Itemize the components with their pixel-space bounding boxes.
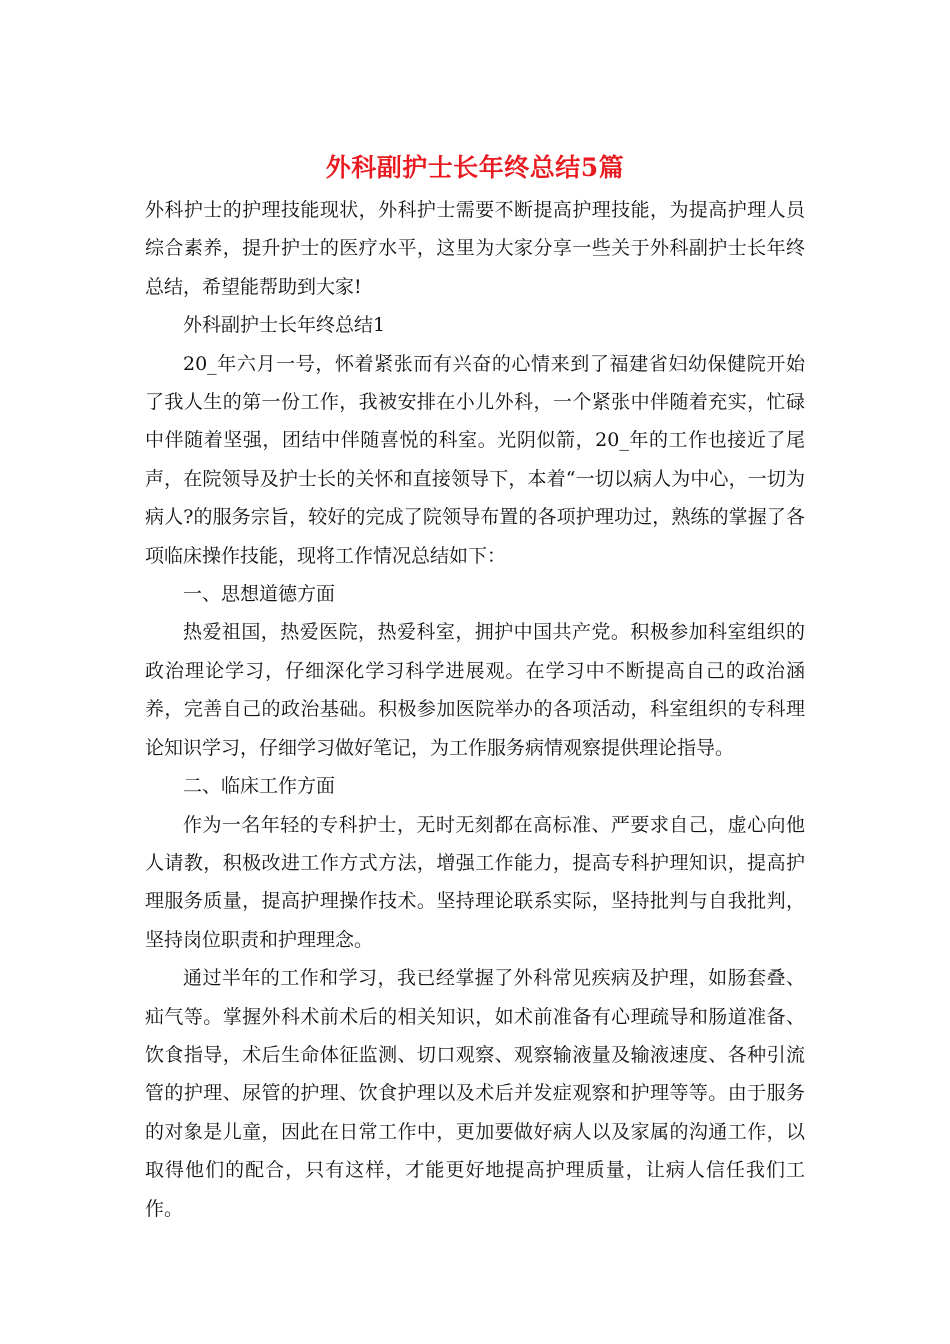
section-heading-summary-1: 外科副护士长年终总结1 xyxy=(183,314,386,337)
body-paragraph: 20_年六月一号，怀着紧张而有兴奋的心情来到了福建省妇幼保健院开始了我人生的第一份工作，我被安排在小儿外科，一个紧张中伴随着充实，忙碌中伴随着坚强，团结中伴随喜悦的科室。光阴似箭，20_年的工作也接近了尾声，在院领导及护士长的关怀和直接领导下，本着“一切以病人为中心，一切为病人?的服务宗旨，较好的完成了院领导布置的各项护理功过，熟练的掌握了各项临床操作技能，现将工作情况总结如下： xyxy=(145,352,805,567)
body-paragraph: 作为一名年轻的专科护士，无时无刻都在高标准、严要求自己，虚心向他人请教，积极改进工作方式方法，增强工作能力，提高专科护理知识，提高护理服务质量，提高护理操作技术。坚持理论联系实际，坚持批判与自我批判，坚持岗位职责和护理理念。 xyxy=(145,813,805,951)
body-paragraph: 热爱祖国，热爱医院，热爱科室，拥护中国共产党。积极参加科室组织的政治理论学习，仔细深化学习科学进展观。在学习中不断提高自己的政治涵养，完善自己的政治基础。积极参加医院举办的各项活动，科室组织的专科理论知识学习，仔细学习做好笔记，为工作服务病情观察提供理论指导。 xyxy=(145,621,805,759)
document-body xyxy=(145,191,805,1228)
body-paragraph: 通过半年的工作和学习，我已经掌握了外科常见疾病及护理，如肠套叠、疝气等。掌握外科术前术后的相关知识，如术前准备有心理疏导和肠道准备、饮食指导，术后生命体征监测、切口观察、观察输液量及输液速度、各种引流管的护理、尿管的护理、饮食护理以及术后并发症观察和护理等等。由于服务的对象是儿童，因此在日常工作中，更加要做好病人以及家属的沟通工作，以取得他们的配合，只有这样，才能更好地提高护理质量，让病人信任我们工作。 xyxy=(145,967,805,1220)
section-heading-ethics: 一、思想道德方面 xyxy=(183,583,336,606)
section-heading-clinical-work: 二、临床工作方面 xyxy=(183,775,336,798)
document-title: 外科副护士长年终总结5篇 xyxy=(325,153,625,182)
intro-paragraph: 外科护士的护理技能现状，外科护士需要不断提高护理技能，为提高护理人员综合素养，提升护士的医疗水平，这里为大家分享一些关于外科副护士长年终总结，希望能帮助到大家! xyxy=(145,199,805,298)
